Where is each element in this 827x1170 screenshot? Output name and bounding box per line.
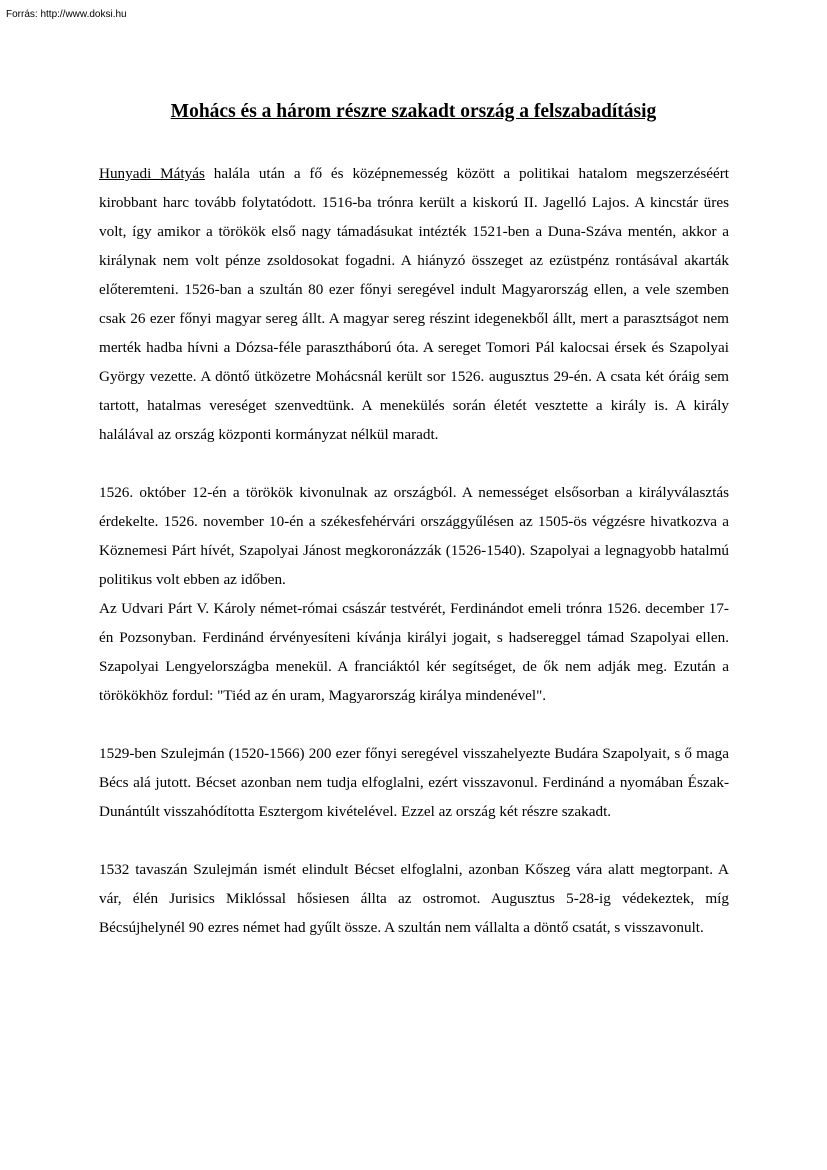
paragraph-spacer <box>99 710 729 739</box>
paragraph-4: 1529-ben Szulejmán (1520-1566) 200 ezer főnyi seregével visszahelyezte Budára Szapolyait, s ő maga Bécs alá jutott. Bécset azonban nem tudja elfoglalni, ezért visszavonul. Ferdinánd a nyomában Észak-Dunántúlt visszahódította Esztergom kivételével. Ezzel az ország két részre szakadt. <box>99 745 729 820</box>
paragraph-1-text: halála után a fő és középnemesség között a politikai hatalom megszerzéséért kirobbant harc tovább folytatódott. 1516-ba trónra került a kiskorú II. Jagelló Lajos. A kincstár üres volt, így amikor a törökök első nagy támadásukat intézték 1521-ben a Duna-Száva mentén, akkor a királynak nem volt pénze zsoldosokat fogadni. A hiányzó összeget az ezüstpénz rontásával akarták előteremteni. 1526-ban a szultán 80 ezer főnyi seregével indult Magyarország ellen, a vele szemben csak 26 ezer főnyi magyar sereg állt. A magyar sereg részint idegenekből állt, mert a parasztságot nem merték hadba hívni a Dózsa-féle parasztháború óta. A sereget Tomori Pál kalocsai érsek és Szapolyai György vezette. A döntő ütközetre Mohácsnál került sor 1526. augusztus 29-én. A csata két óráig sem tartott, hatalmas vereséget szenvedtünk. A menekülés során életét vesztette a király is. A király halálával az ország központi kormányzat nélkül maradt. <box>99 165 730 443</box>
paragraph-spacer <box>99 826 729 855</box>
paragraph-5: 1532 tavaszán Szulejmán ismét elindult Bécset elfoglalni, azonban Kőszeg vára alatt megtorpant. A vár, élén Jurisics Miklóssal hősiesen állta az ostromot. Augusztus 5-28-ig védekeztek, míg Bécsújhelynél 90 ezres német had gyűlt össze. A szultán nem vállalta a döntő csatát, s visszavonult. <box>99 861 729 936</box>
paragraph-spacer <box>99 449 729 478</box>
paragraph-2: 1526. október 12-én a törökök kivonulnak az országból. A nemességet elsősorban a királyválasztás érdekelte. 1526. november 10-én a székesfehérvári országgyűlésen az 1505-ös végzésre hivatkozva a Köznemesi Párt hívét, Szapolyai Jánost megkoronázzák (1526-1540). Szapolyai a legnagyobb hatalmú politikus volt ebben az időben. <box>99 484 729 588</box>
hunyadi-matyas-link[interactable]: Hunyadi Mátyás <box>99 165 205 182</box>
paragraph-1 <box>99 159 729 449</box>
source-url: Forrás: http://www.doksi.hu <box>6 9 127 20</box>
document-body <box>99 159 729 942</box>
page-title: Mohács és a három részre szakadt ország a felszabadításig <box>170 101 657 122</box>
paragraph-3: Az Udvari Párt V. Károly német-római császár testvérét, Ferdinándot emeli trónra 1526. december 17-én Pozsonyban. Ferdinánd érvényesíteni kívánja királyi jogait, s hadsereggel támad Szapolyai ellen. Szapolyai Lengyelországba menekül. A franciáktól kér segítséget, de ők nem adják meg. Ezután a törökökhöz fordul: "Tiéd az én uram, Magyarország királya mindenével". <box>99 600 729 704</box>
